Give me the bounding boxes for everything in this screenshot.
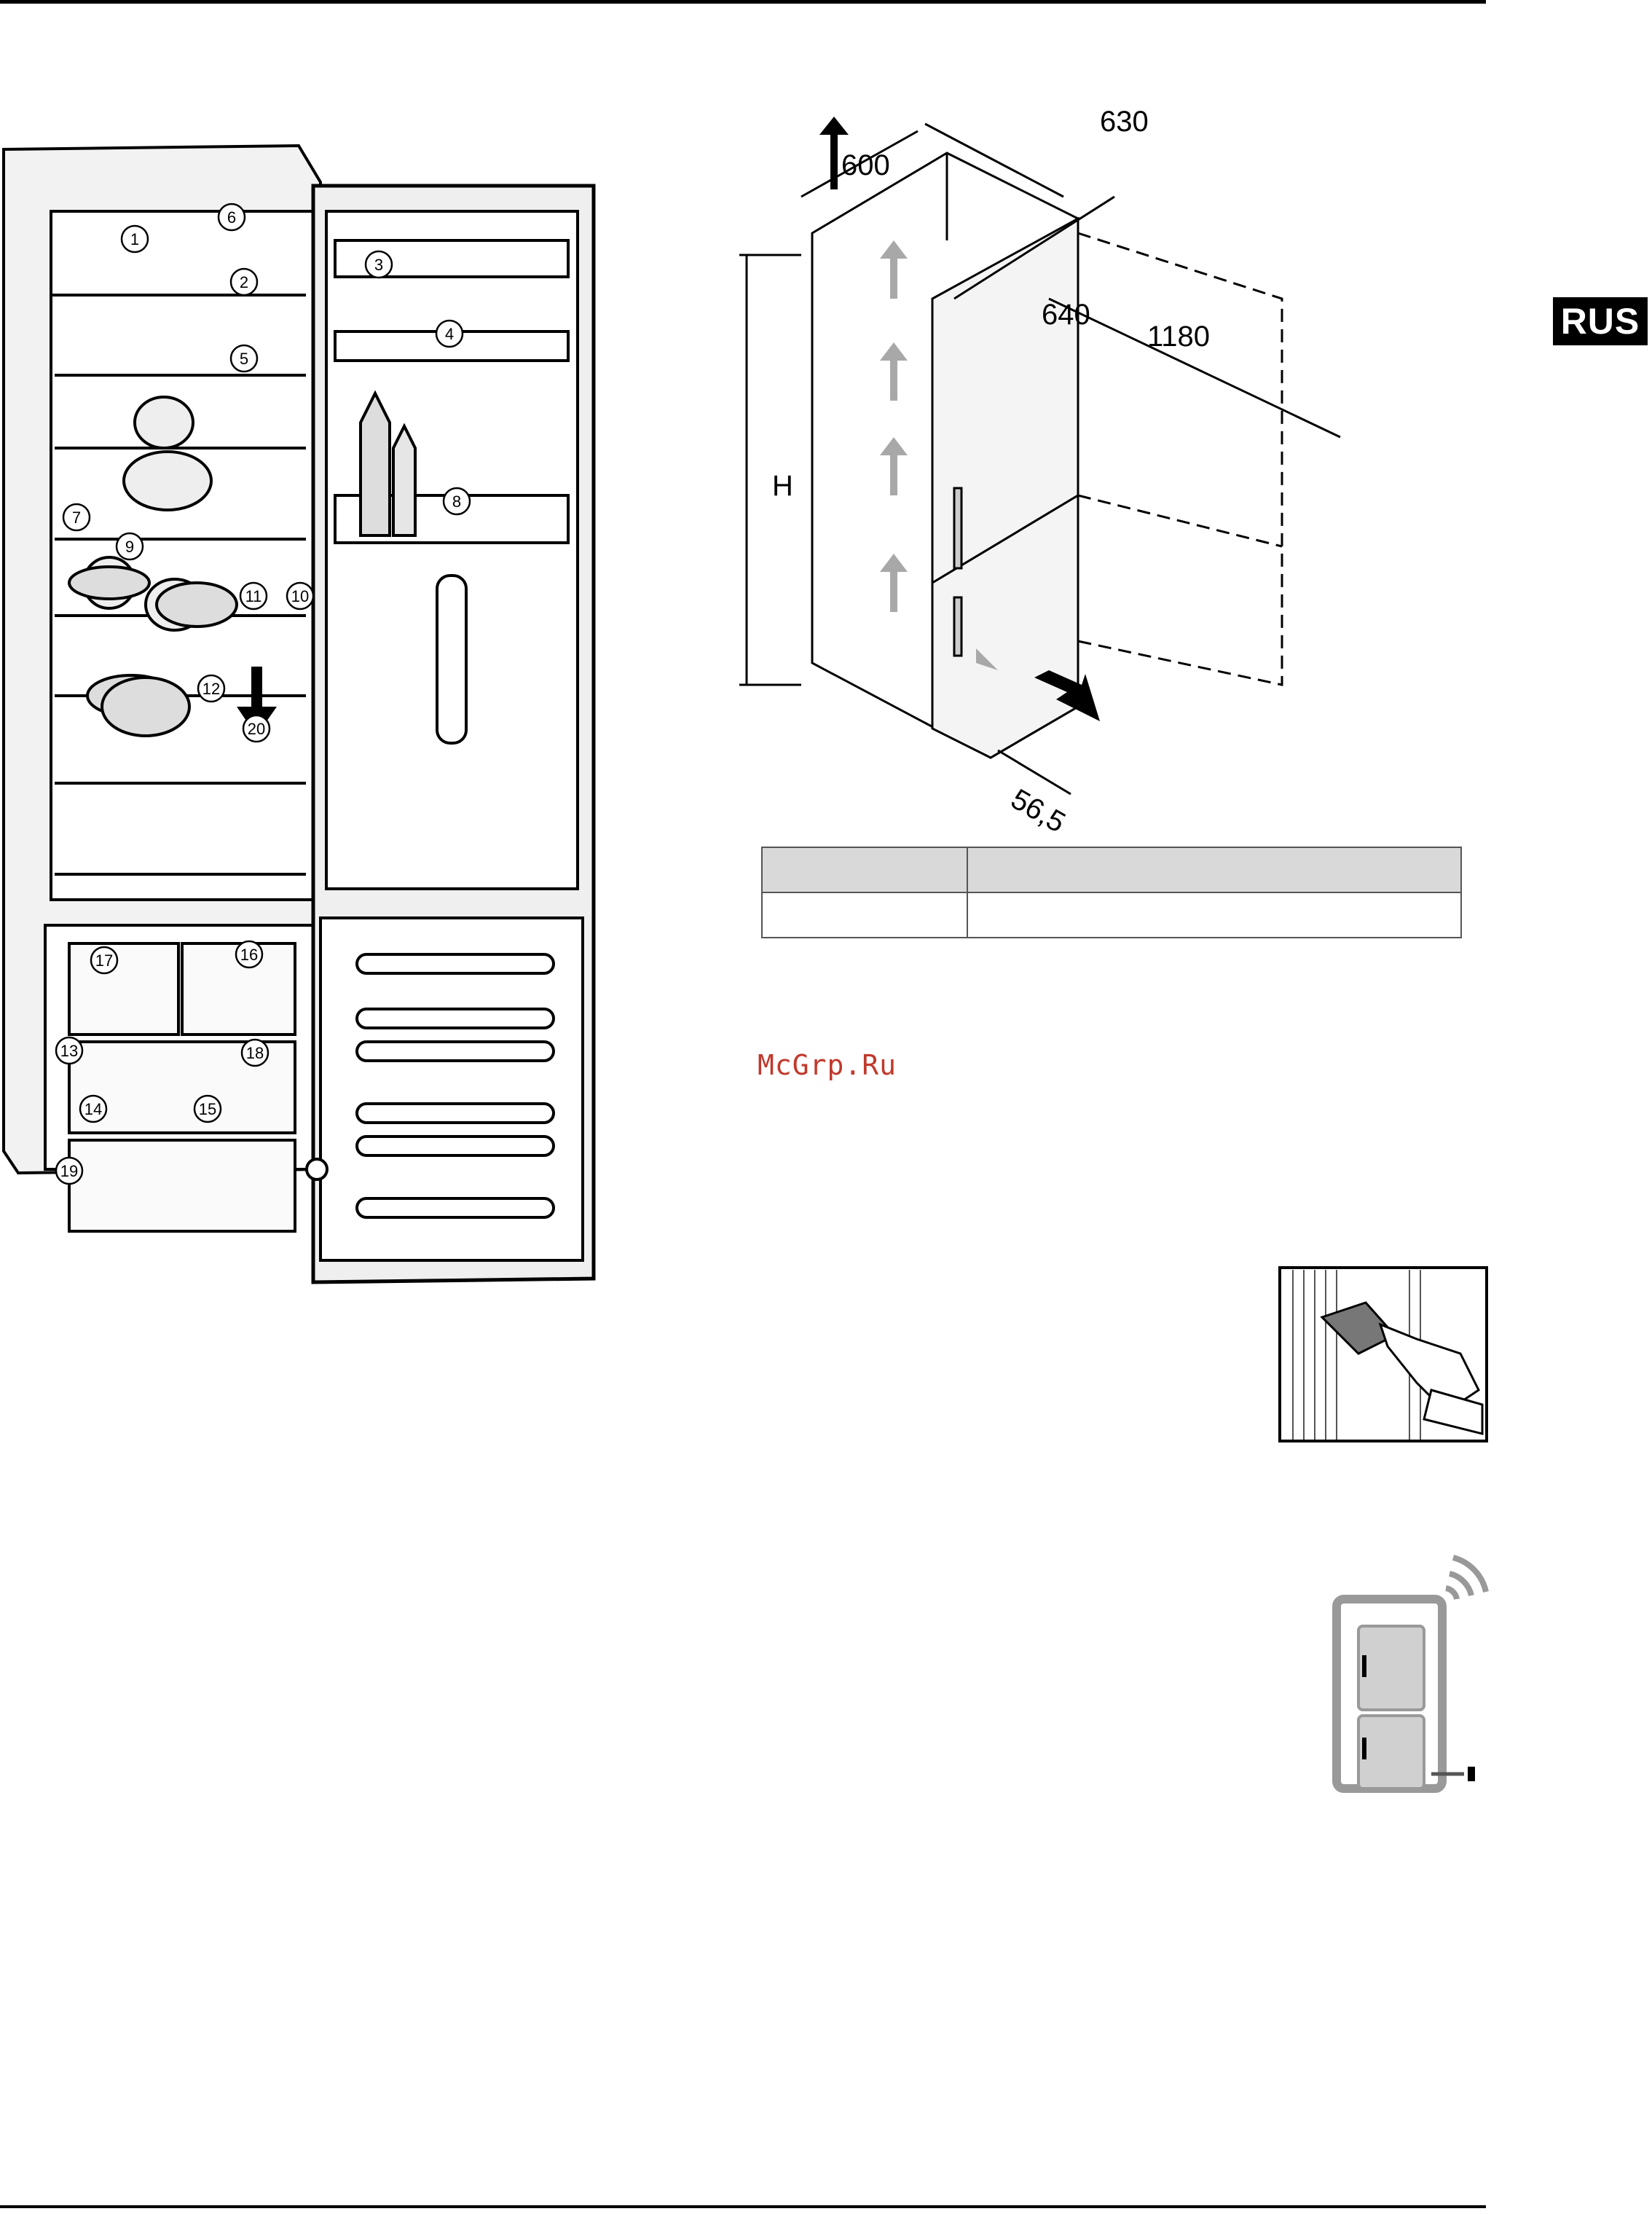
callout-label: 2 <box>239 273 249 291</box>
callout-label: 1 <box>130 230 140 248</box>
callout-label: 14 <box>84 1100 103 1118</box>
callout-label: 10 <box>291 587 310 605</box>
callout-label: 17 <box>95 951 114 970</box>
callout-label: 19 <box>60 1162 79 1180</box>
callout-label: 16 <box>240 946 259 964</box>
cleaning-brush-icon <box>1278 1266 1488 1442</box>
callout-label: 5 <box>239 350 249 368</box>
callout-label: 12 <box>202 680 221 698</box>
fridge-open-illustration <box>0 131 612 1195</box>
callout-label: 3 <box>374 256 384 274</box>
language-badge: RUS <box>1553 297 1648 345</box>
table-cell <box>967 892 1461 938</box>
fridge-signal-icon <box>1329 1544 1493 1796</box>
callout-label: 8 <box>452 492 462 511</box>
top-rule <box>0 0 1486 4</box>
dim-height: H <box>772 470 793 502</box>
fridge-dimension-diagram <box>758 87 1399 845</box>
callout-label: 13 <box>60 1042 79 1060</box>
callout-label: 18 <box>245 1044 264 1062</box>
table-cell <box>967 847 1461 892</box>
watermark: McGrp.Ru <box>758 1049 897 1081</box>
callout-label: 15 <box>198 1100 217 1118</box>
dimension-table <box>761 847 1462 938</box>
table-cell <box>762 847 967 892</box>
table-cell <box>762 892 967 938</box>
callout-label: 9 <box>125 538 135 556</box>
callout-label: 20 <box>247 720 266 738</box>
dim-depth-door: 640 <box>1042 299 1090 331</box>
callout-label: 6 <box>227 208 237 227</box>
dim-clearance-top: 600 <box>841 149 890 181</box>
callout-label: 11 <box>245 587 262 605</box>
dim-depth: 630 <box>1100 106 1149 138</box>
callout-label: 7 <box>71 509 82 527</box>
callout-label: 4 <box>444 325 455 343</box>
table-row <box>762 892 1461 938</box>
dim-open-door-depth: 1180 <box>1147 321 1211 353</box>
dim-ventilation-gap: 56,5 <box>1005 782 1071 839</box>
table-row <box>762 847 1461 892</box>
bottom-rule <box>0 2205 1486 2208</box>
